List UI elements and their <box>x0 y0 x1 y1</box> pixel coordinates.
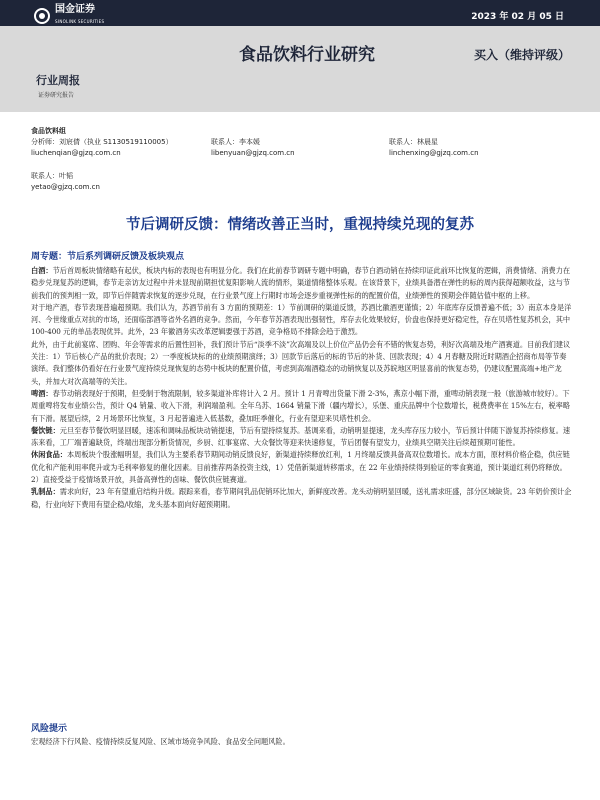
analyst-3-email[interactable]: linchenxing@gjzq.com.cn <box>389 149 479 157</box>
logo-name: 国金证券 <box>55 4 95 15</box>
paragraph-outlook <box>31 339 573 388</box>
report-type: 行业周报 <box>36 74 80 87</box>
analyst-block <box>31 126 571 193</box>
paragraph-baijiu <box>31 265 573 302</box>
paragraph-text: 本周板块个股涨幅明显，我们认为主要系春节期间动销反馈良好，新渠道持续释放红利，1 月终端反馈具备高双位数增长。成本方面，原材料价格企稳，供应链优化和产能利用率爬升或为毛利率修复的催化因素。目前推荐两条投资主线，1）凭借新渠道转移需求，在 22 年业绩持续得到验证的零食赛道，预计渠道红利仍将释放。2）直接受益于疫情场景开放，具备高弹性的卤味、餐饮供应链赛道。 <box>31 450 570 485</box>
analyst-2-email[interactable]: libenyuan@gjzq.com.cn <box>211 149 295 157</box>
headline: 节后调研反馈：情绪改善正当时，重视持续兑现的复苏 <box>126 217 474 233</box>
analyst-1-name: 分析师：刘宸倩（执业 S1130519110005） <box>31 138 173 146</box>
paragraph-beer <box>31 388 573 425</box>
analyst-4-email[interactable]: yetao@gjzq.com.cn <box>31 183 100 191</box>
paragraph-snacks <box>31 449 573 486</box>
analyst-group: 食品饮料组 <box>31 127 66 135</box>
paragraph-text: 需求向好，23 年有望重启结构升级。跟踪来看，春节期间乳品促销环比加大，新鲜度改善。龙头动销明显回暖，送礼需求旺盛，部分区域缺货。23 年奶价预计企稳，行业向好下费用有望企稳/收缩，龙头基本面向好超预期期。 <box>31 487 572 509</box>
paragraph-lead: 餐饮链： <box>31 425 60 435</box>
analyst-4-name: 联系人：叶韬 <box>31 172 73 180</box>
rating: 买入（维持评级） <box>473 48 570 62</box>
paragraph-lead: 啤酒： <box>31 388 53 398</box>
report-date: 2023 年 02 月 05 日 <box>471 12 564 22</box>
body-text <box>31 265 573 511</box>
paragraph-lead: 休闲食品： <box>31 450 67 460</box>
paragraph-catering <box>31 425 573 450</box>
paragraph-local-liquor <box>31 302 573 339</box>
analyst-name-row <box>31 137 571 148</box>
paragraph-lead: 白酒： <box>31 266 53 275</box>
analyst-1-email[interactable]: liuchenqian@gjzq.com.cn <box>31 149 121 157</box>
report-title: 食品饮料行业研究 <box>239 45 375 65</box>
logo-text <box>55 5 104 27</box>
report-subtype: 证券研究报告 <box>38 92 75 99</box>
paragraph-text: 春节动销表现好于预期，但受制于物流限制，较多渠道补库将计入 2 月。预计 1 月青啤出货量下滑 2-3%，燕京小幅下滑，重啤动销表现一般（旅游城市较好）。下周重啤将发布业绩公告，预计 Q4 销量、收入下滑，利润端盈利。全年乌苏、1664 销量下滑（疆内增长），乐堡、重庆品牌中个位数增长，税费费率在 15%左右，税率略有下滑。展望后续，2 月场景环比恢复，3 月起普遍进入低基数，叠加旺季催化，行业有望迎来贝塔性机会。 <box>31 388 571 423</box>
paragraph-lead: 乳制品： <box>31 487 60 497</box>
logo-sub: SINOLINK SECURITIES <box>55 19 105 24</box>
paragraph-text: 节后首周板块情绪略有起伏，板块内标的表现也有明显分化。我们在此前春节调研专题中明确，春节白酒动销在持续印证此前环比恢复的逻辑，消费情绪、消费力在稳步兑现复苏的逻辑，春节走亲访友过程中并未显现前期担忧复阳影响人流的情形，渠道情绪整体乐观。在该背景下，业绩具备潜在弹性的标的周内获得超额收益，这与节前我们的预判相一致，即节后伴随需求恢复的逐步兑现，在行业景气度上行期时市场会逐步重视弹性标的的配置价值，业绩弹性的预期会伴随估值中枢的上移。 <box>31 266 571 300</box>
analyst-2-name: 联系人：李本媛 <box>211 138 260 146</box>
paragraph-text: 此外，由于此前宴席、团购、年会等需求的后置性回补，我们预计节后“淡季不淡”次高端及以上价位产品仍会有不错的恢复态势，利好次高端及地产酒赛道。目前我们建议关注：1）节后核心产品的批价表现；2）一季度板块标的的业绩预期演绎；3）回款节后落后的标的节后的补货、回款表现；4）4 月春糖及附近时期酒企招商布局等节奏演绎。我们整体仍看好在行业景气度持续兑现恢复的态势中板块的配置价值，考虑到高端酒稳态的动销恢复以及苏皖地区明显喜前的恢复态势，仍建议配置高端+地产龙头，并加大对次高端等的关注。 <box>31 339 571 386</box>
section-title: 周专题：节后系列调研反馈及板块观点 <box>31 252 185 262</box>
risk-text: 宏观经济下行风险、疫情持续反复风险、区域市场竞争风险、食品安全问题风险。 <box>31 737 290 746</box>
analyst-3-name: 联系人：林晨星 <box>389 138 438 146</box>
company-logo <box>34 5 104 27</box>
logo-circle-icon <box>34 8 50 24</box>
paragraph-text: 元旦至春节餐饮明显回暖，速冻和调味品板块动销提速，节后有望持续复苏。基调来看，动销明显提速，龙头库存压力较小，节后预计伴随下游复苏持续修复。速冻来看，工厂端普遍缺货，终端出现部分断货情况，乡厨、红事宴席、大众餐饮等迎来快速修复，节后团餐有望发力，业绩具空期关注后续超预期可能性。 <box>31 425 571 448</box>
risk-title: 风险提示 <box>31 724 68 734</box>
paragraph-text: 对于地产酒，春节表现普遍超预期。我们认为，苏酒节前有 3 方面的预期差：1）节前调研的渠道反馈，苏酒比徽酒更谨慎；2）年底库存反馈普遍不低；3）南京本身是洋河、今世缘重点对抗的市场，还面临部酒等省外名酒的竞争。然而，今年春节苏酒表现出强韧性，库存去化效果较好，价盘也保持更好稳定性，存在贝塔性复苏机会，其中 100-400 元的单品表现优异。此外，23 年徽酒务实改革逻辑要强于苏酒，竞争格局不排除会趋于激烈。 <box>31 302 572 337</box>
paragraph-dairy <box>31 486 573 511</box>
analyst-email-row <box>31 148 571 159</box>
